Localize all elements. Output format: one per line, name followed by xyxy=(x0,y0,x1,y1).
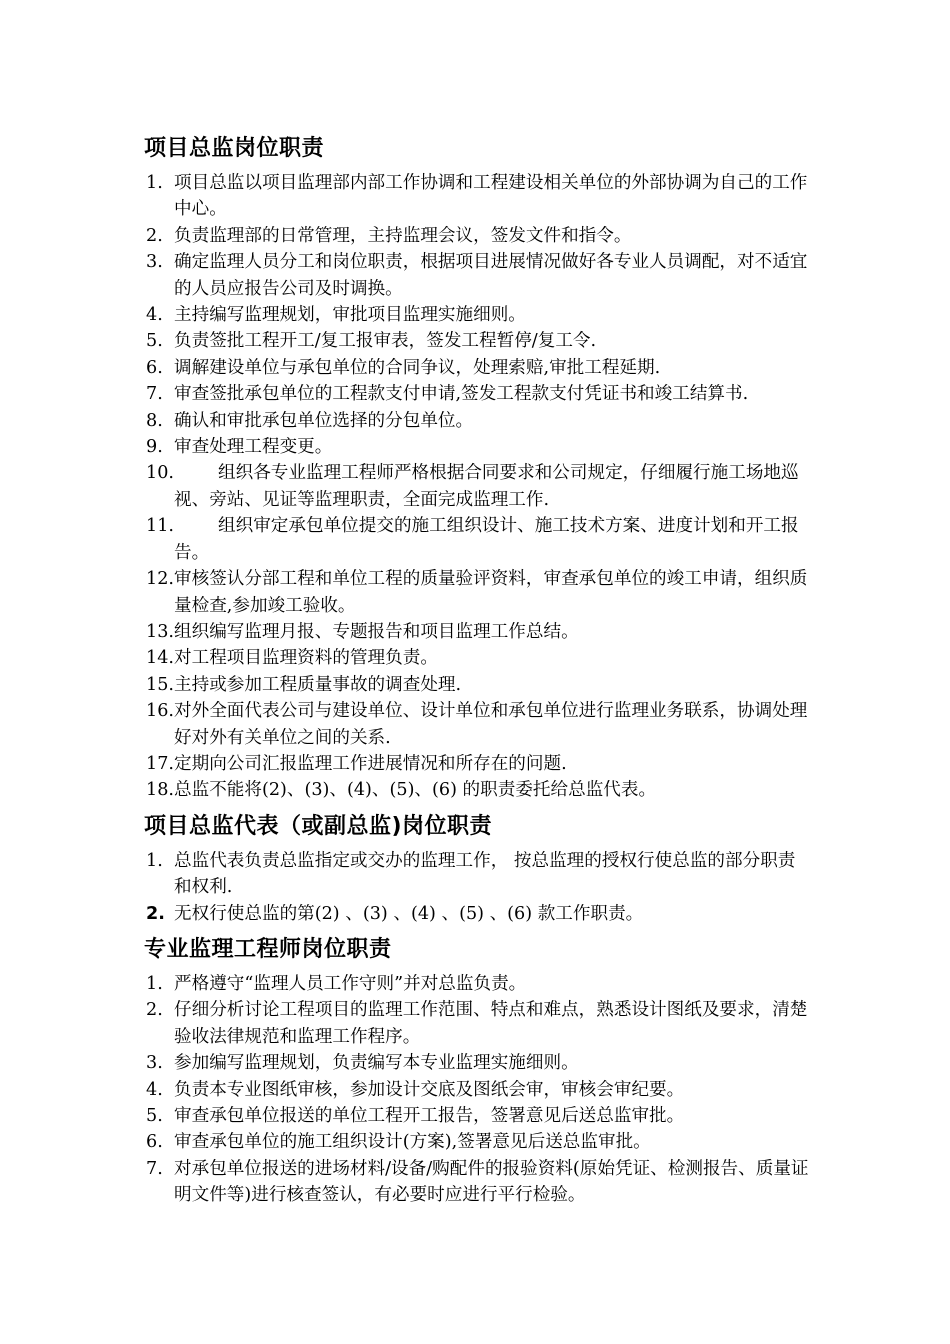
list-item: 9. 审查处理工程变更。 xyxy=(146,437,333,458)
list-item: 5. 负责签批工程开工/复工报审表，签发工程暂停/复工令. xyxy=(146,331,597,352)
list-item: 13. 组织编写监理月报、专题报告和项目监理工作总结。 xyxy=(146,621,579,642)
list-item: 17. 定期向公司汇报监理工作进展情况和所存在的问题. xyxy=(146,753,567,774)
list-item: 3. 参加编写监理规划，负责编写本专业监理实施细则。 xyxy=(146,1053,579,1074)
list-item: 8. 确认和审批承包单位选择的分包单位。 xyxy=(146,410,474,431)
list-item: 2. 无权行使总监的第(2) 、(3) 、(4) 、(5) 、(6) 款工作职责。 xyxy=(146,903,644,924)
list-item: 11. 组织审定承包单位提交的施工组织设计、施工技术方案、进度计划和开工报告。 xyxy=(146,516,799,563)
list-chief-supervisor xyxy=(146,170,810,804)
list-item: 6. 调解建设单位与承包单位的合同争议，处理索赔,审批工程延期. xyxy=(146,357,661,378)
section-title-deputy-supervisor: 项目总监代表（或副总监)岗位职责 xyxy=(144,813,493,839)
list-item: 1. 严格遵守“监理人员工作守则”并对总监负责。 xyxy=(146,973,527,994)
document-content xyxy=(146,132,810,1215)
list-item: 1. 总监代表负责总监指定或交办的监理工作， 按总监理的授权行使总监的部分职责和权利. xyxy=(146,850,796,898)
list-item: 7. 审查签批承包单位的工程款支付申请,签发工程款支付凭证书和竣工结算书. xyxy=(146,384,749,405)
list-item: 2. 仔细分析讨论工程项目的监理工作范围、特点和难点，熟悉设计图纸及要求，清楚验收法律规范和监理工作程序。 xyxy=(146,1000,808,1047)
list-item: 5. 审查承包单位报送的单位工程开工报告，签署意见后送总监审批。 xyxy=(146,1106,685,1126)
list-item: 2. 负责监理部的日常管理，主持监理会议，签发文件和指令。 xyxy=(146,225,632,246)
list-deputy-supervisor xyxy=(146,848,810,927)
list-item: 14. 对工程项目监理资料的管理负责。 xyxy=(146,648,438,669)
section-title-chief-supervisor: 项目总监岗位职责 xyxy=(144,136,325,161)
list-item: 3. 确定监理人员分工和岗位职责，根据项目进展情况做好各专业人员调配，对不适宜的人员应报告公司及时调换。 xyxy=(146,252,808,299)
list-item: 1. 项目总监以项目监理部内部工作协调和工程建设相关单位的外部协调为自己的工作中心。 xyxy=(146,173,808,220)
list-item: 18. 总监不能将(2)、(3)、(4)、(5)、(6) 的职责委托给总监代表。 xyxy=(146,780,657,801)
section-title-specialist-engineer: 专业监理工程师岗位职责 xyxy=(144,936,392,962)
list-item: 6. 审查承包单位的施工组织设计(方案),签署意见后送总监审批。 xyxy=(146,1132,651,1153)
list-specialist-engineer xyxy=(146,971,810,1209)
list-item: 15. 主持或参加工程质量事故的调查处理. xyxy=(146,674,462,695)
list-item: 4. 负责本专业图纸审核，参加设计交底及图纸会审，审核会审纪要。 xyxy=(146,1079,685,1100)
list-item: 10. 组织各专业监理工程师严格根据合同要求和公司规定，仔细履行施工场地巡视、旁站、见证等监理职责，全面完成监理工作. xyxy=(146,463,799,510)
list-item: 16. 对外全面代表公司与建设单位、设计单位和承包单位进行监理业务联系，协调处理好对外有关单位之间的关系. xyxy=(146,701,808,748)
list-item: 12. 审核签认分部工程和单位工程的质量验评资料，审查承包单位的竣工申请，组织质量检查,参加竣工验收。 xyxy=(146,569,808,616)
list-item: 7. 对承包单位报送的进场材料/设备/购配件的报验资料(原始凭证、检测报告、质量证明文件等)进行核查签认，有必要时应进行平行检验。 xyxy=(146,1158,809,1206)
list-item: 4. 主持编写监理规划，审批项目监理实施细则。 xyxy=(146,305,526,326)
